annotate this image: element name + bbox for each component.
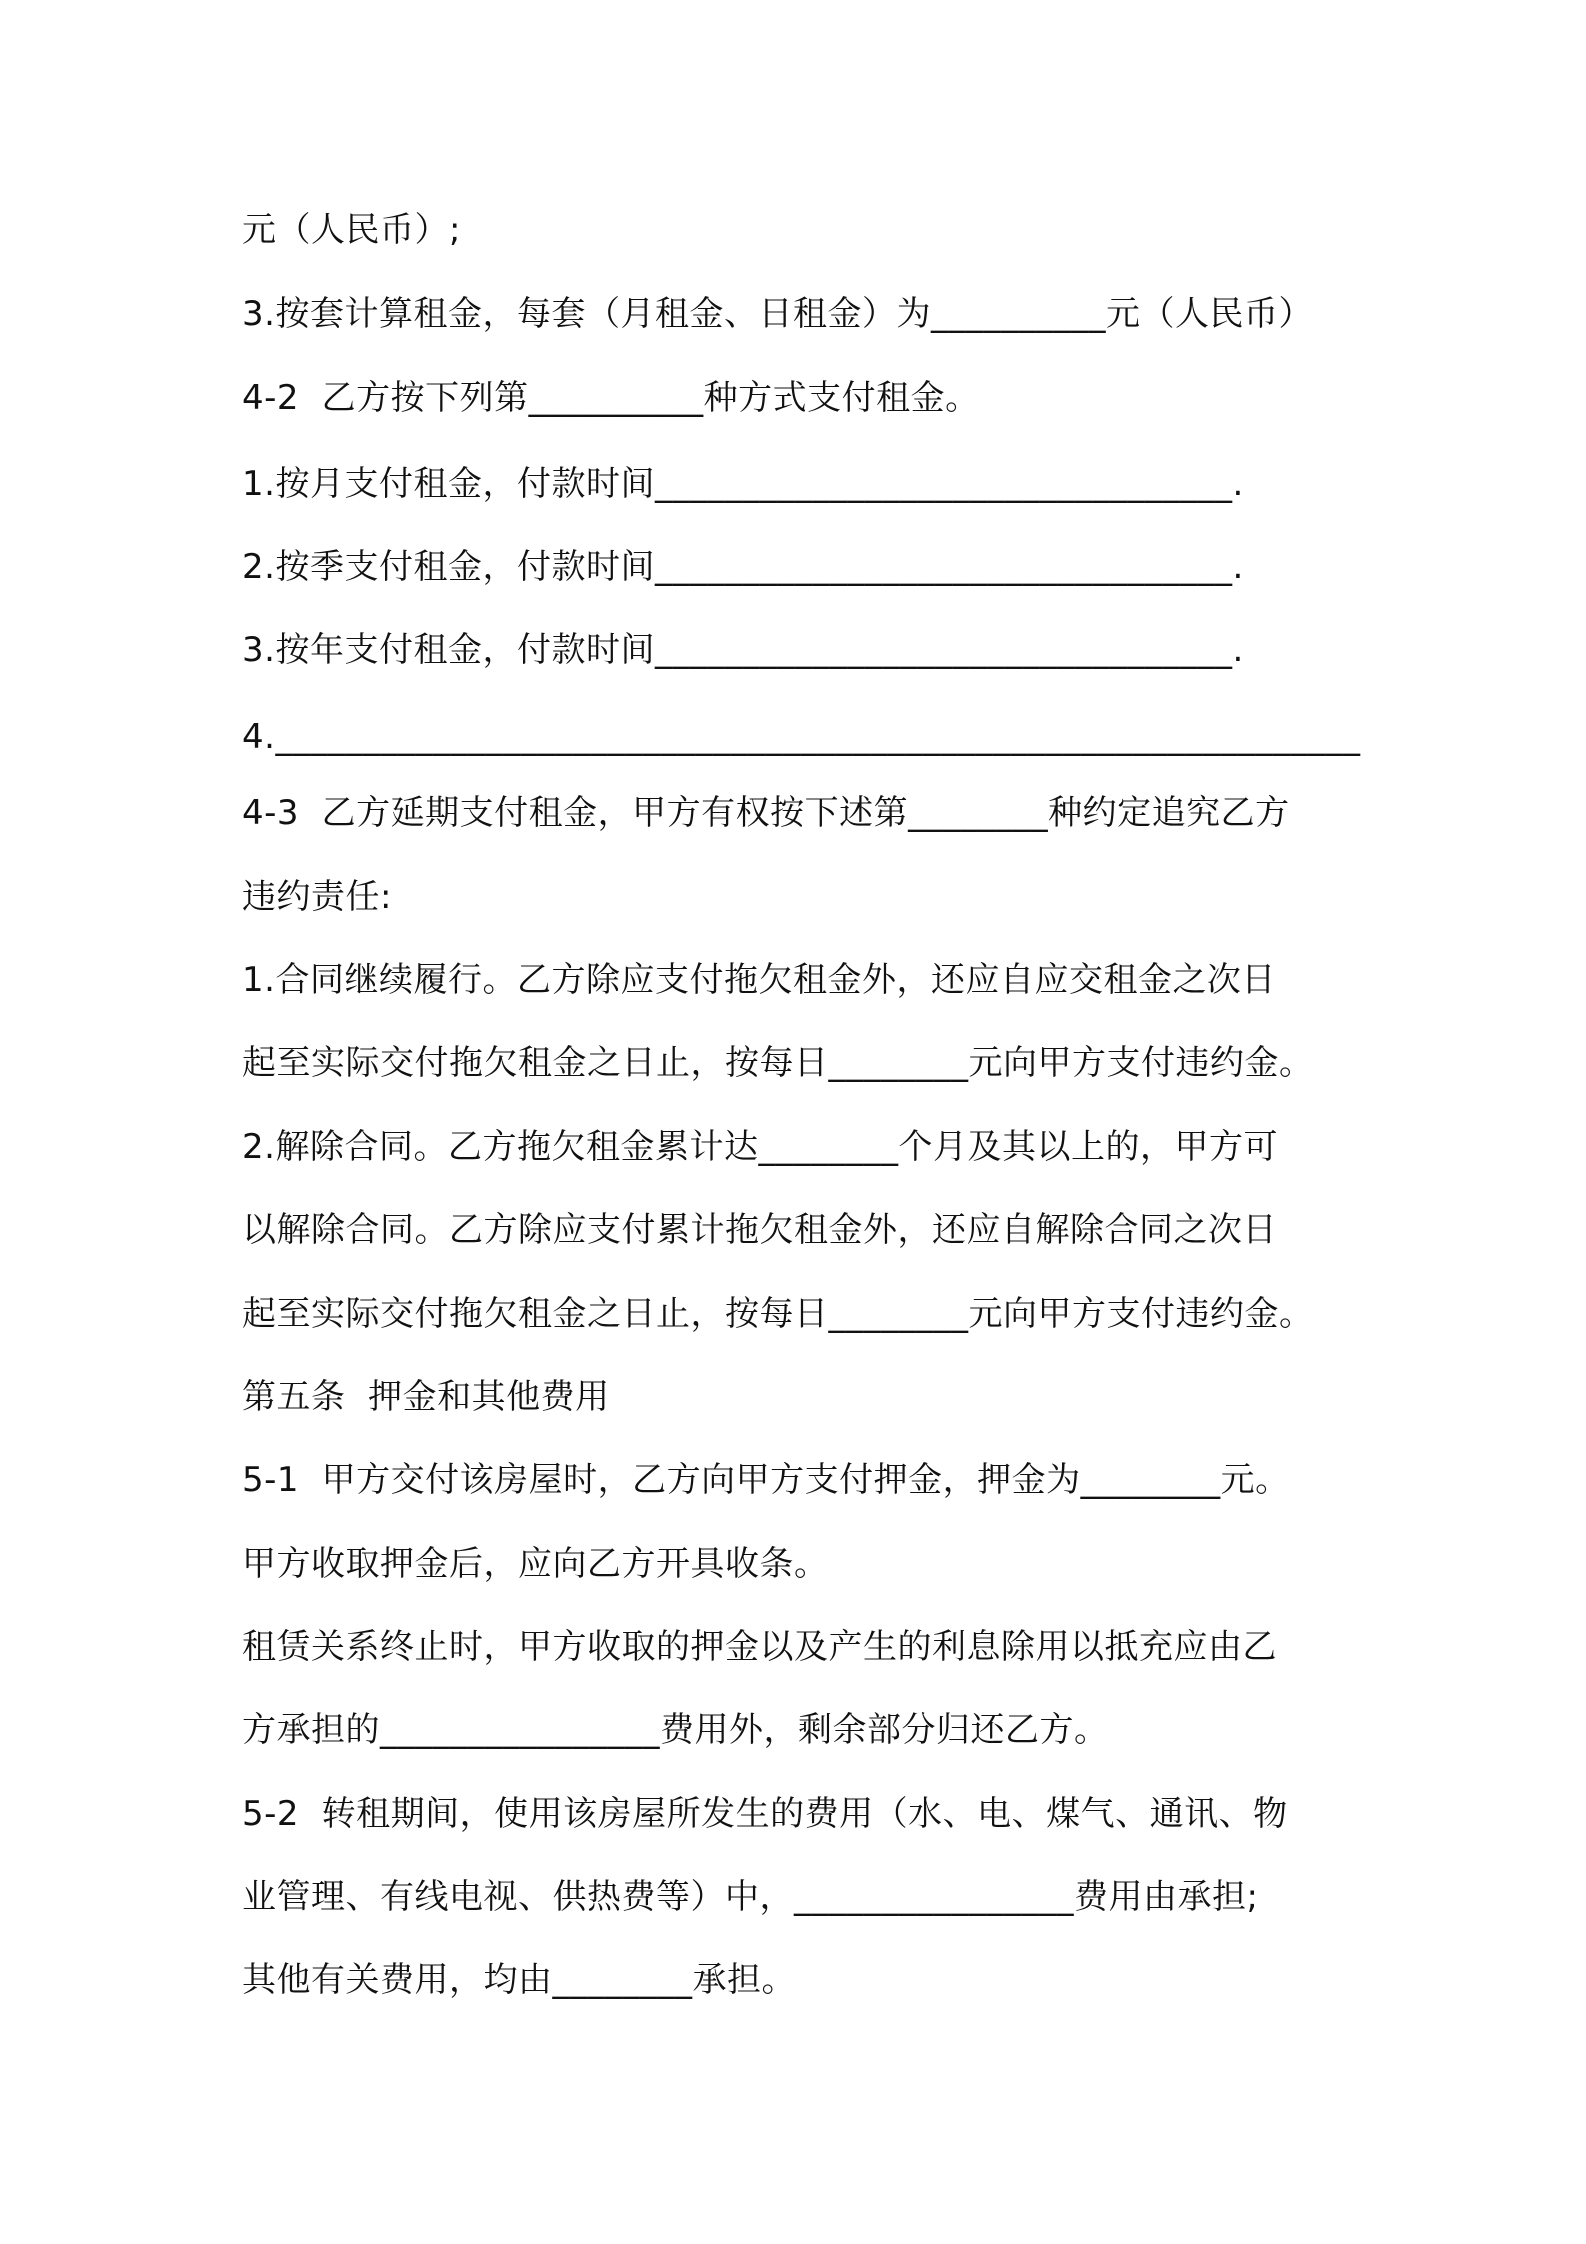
text-line: 2.按季支付租金，付款时间_________________________________. [242,547,1244,587]
text-line: 租赁关系终止时，甲方收取的押金以及产生的利息除用以抵充应由乙 [242,1627,1277,1667]
text-line: 元（人民币）; [242,210,461,250]
text-line: 1.按月支付租金，付款时间_________________________________. [242,464,1244,504]
text-line: 5-1 甲方交付该房屋时，乙方向甲方支付押金，押金为________元。 [242,1460,1290,1500]
text-line: 4.______________________________________________________________ [242,717,1361,757]
text-line: 起至实际交付拖欠租金之日止，按每日________元向甲方支付违约金。 [242,1294,1314,1334]
section-heading: 第五条 押金和其他费用 [242,1377,610,1417]
text-line: 其他有关费用，均由________承担。 [242,1960,796,2000]
text-line: 以解除合同。乙方除应支付累计拖欠租金外，还应自解除合同之次日 [242,1210,1277,1250]
text-line: 3.按年支付租金，付款时间_________________________________. [242,630,1244,670]
text-line: 方承担的________________费用外，剩余部分归还乙方。 [242,1710,1109,1750]
text-line: 1.合同继续履行。乙方除应支付拖欠租金外，还应自应交租金之次日 [242,960,1276,1000]
text-line: 2.解除合同。乙方拖欠租金累计达________个月及其以上的，甲方可 [242,1127,1278,1167]
text-line: 4-3 乙方延期支付租金，甲方有权按下述第________种约定追究乙方 [242,793,1290,833]
text-line: 4-2 乙方按下列第__________种方式支付租金。 [242,378,980,418]
text-line: 业管理、有线电视、供热费等）中，________________费用由承担; [242,1877,1259,1917]
text-line: 起至实际交付拖欠租金之日止，按每日________元向甲方支付违约金。 [242,1043,1314,1083]
text-line: 5-2 转租期间，使用该房屋所发生的费用（水、电、煤气、通讯、物 [242,1794,1288,1834]
text-line: 违约责任: [242,877,392,917]
text-line: 甲方收取押金后，应向乙方开具收条。 [242,1544,829,1584]
text-line: 3.按套计算租金，每套（月租金、日租金）为__________元（人民币） [242,294,1313,334]
